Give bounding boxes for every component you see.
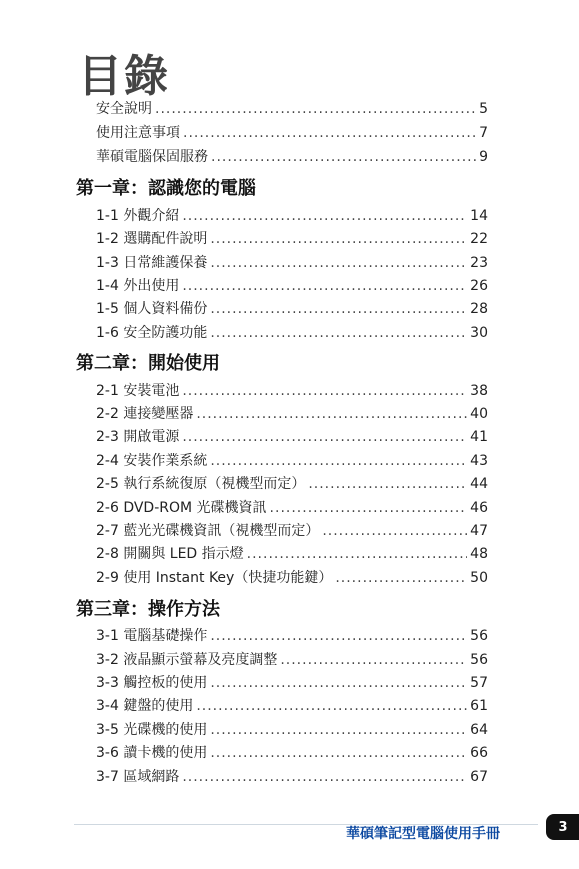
leader-dots: [182, 208, 467, 224]
leader-dots: [247, 546, 468, 562]
toc-entry-label: 2-5 執行系統復原（視機型而定）: [96, 476, 306, 492]
toc-entry[interactable]: [96, 520, 488, 542]
toc-entry-label: 1-5 個人資料備份: [96, 301, 208, 317]
toc-entry-page: 22: [470, 231, 488, 247]
toc-entry-label: 3-7 區域網路: [96, 769, 180, 785]
toc-entry-page: 40: [470, 406, 488, 422]
toc-entry[interactable]: [96, 766, 488, 788]
toc-entry[interactable]: [96, 146, 488, 168]
toc-entry-page: 38: [470, 383, 488, 399]
toc-entry[interactable]: [96, 98, 488, 120]
toc-entry[interactable]: [96, 672, 488, 694]
leader-dots: [280, 652, 467, 668]
toc-entry[interactable]: [96, 275, 488, 297]
toc-entry-label: 2-9 使用 Instant Key（快捷功能鍵）: [96, 570, 333, 586]
toc-entry-label: 安全說明: [96, 101, 152, 117]
leader-dots: [210, 301, 467, 317]
toc-entry-label: 3-4 鍵盤的使用: [96, 698, 194, 714]
toc-entry[interactable]: [96, 380, 488, 402]
leader-dots: [182, 278, 467, 294]
toc-entry-label: 2-7 藍光光碟機資訊（視機型而定）: [96, 523, 320, 539]
leader-dots: [335, 570, 467, 586]
toc-entry[interactable]: [96, 567, 488, 589]
toc-entry-page: 14: [470, 208, 488, 224]
leader-dots: [210, 628, 467, 644]
toc-entry[interactable]: [96, 122, 488, 144]
leader-dots: [210, 255, 467, 271]
toc-entry-page: 9: [479, 149, 488, 165]
leader-dots: [210, 675, 467, 691]
leader-dots: [308, 476, 467, 492]
leader-dots: [183, 125, 476, 141]
toc-entry-label: 3-1 電腦基礎操作: [96, 628, 208, 644]
toc-entry-label: 1-1 外觀介紹: [96, 208, 180, 224]
toc-entry-page: 7: [479, 125, 488, 141]
page-number-badge: 3: [546, 814, 579, 840]
footer-manual-title: 華碩筆記型電腦使用手冊: [346, 826, 500, 842]
toc-entry-page: 41: [470, 429, 488, 445]
toc-entry[interactable]: [96, 649, 488, 671]
toc-entry-label: 3-2 液晶顯示螢幕及亮度調整: [96, 652, 278, 668]
toc-entry-label: 2-4 安裝作業系統: [96, 453, 208, 469]
toc-entry[interactable]: [96, 298, 488, 320]
toc-entry-page: 23: [470, 255, 488, 271]
toc-entry-page: 28: [470, 301, 488, 317]
leader-dots: [196, 406, 467, 422]
toc-entry-page: 67: [470, 769, 488, 785]
toc-entry[interactable]: [96, 625, 488, 647]
toc-entry-label: 2-3 開啟電源: [96, 429, 180, 445]
toc-entry-page: 43: [470, 453, 488, 469]
toc-entry-label: 2-2 連接變壓器: [96, 406, 194, 422]
toc-entry-page: 50: [470, 570, 488, 586]
toc-entry-page: 30: [470, 325, 488, 341]
toc-entry-page: 44: [470, 476, 488, 492]
toc-entry[interactable]: [96, 403, 488, 425]
toc-entry-page: 66: [470, 745, 488, 761]
toc-entry[interactable]: [96, 205, 488, 227]
chapter-heading: 第二章：開始使用: [76, 353, 220, 374]
leader-dots: [210, 231, 467, 247]
toc-entry-label: 1-3 日常維護保養: [96, 255, 208, 271]
toc-entry-page: 48: [470, 546, 488, 562]
toc-entry[interactable]: [96, 228, 488, 250]
leader-dots: [210, 722, 467, 738]
leader-dots: [210, 745, 467, 761]
toc-entry[interactable]: [96, 497, 488, 519]
toc-entry-page: 56: [470, 628, 488, 644]
toc-entry[interactable]: [96, 742, 488, 764]
leader-dots: [182, 769, 467, 785]
toc-entry[interactable]: [96, 426, 488, 448]
toc-entry-page: 61: [470, 698, 488, 714]
toc-entry-label: 1-4 外出使用: [96, 278, 180, 294]
toc-entry-label: 2-6 DVD-ROM 光碟機資訊: [96, 500, 267, 516]
leader-dots: [211, 149, 476, 165]
leader-dots: [210, 325, 467, 341]
toc-entry-label: 2-8 開關與 LED 指示燈: [96, 546, 244, 562]
toc-entry-label: 使用注意事項: [96, 125, 180, 141]
leader-dots: [155, 101, 476, 117]
toc-entry-page: 57: [470, 675, 488, 691]
leader-dots: [182, 383, 467, 399]
toc-entry-label: 3-6 讀卡機的使用: [96, 745, 208, 761]
toc-entry[interactable]: [96, 719, 488, 741]
toc-entry-label: 3-3 觸控板的使用: [96, 675, 208, 691]
leader-dots: [210, 453, 467, 469]
toc-entry-label: 3-5 光碟機的使用: [96, 722, 208, 738]
toc-entry-page: 47: [470, 523, 488, 539]
toc-entry[interactable]: [96, 322, 488, 344]
toc-entry-label: 2-1 安裝電池: [96, 383, 180, 399]
toc-entry[interactable]: [96, 473, 488, 495]
leader-dots: [270, 500, 468, 516]
leader-dots: [182, 429, 467, 445]
toc-entry-label: 1-2 選購配件說明: [96, 231, 208, 247]
toc-entry[interactable]: [96, 252, 488, 274]
toc-entry-label: 1-6 安全防護功能: [96, 325, 208, 341]
leader-dots: [322, 523, 467, 539]
chapter-heading: 第三章：操作方法: [76, 599, 220, 620]
toc-entry-label: 華碩電腦保固服務: [96, 149, 208, 165]
toc-entry-page: 64: [470, 722, 488, 738]
toc-entry-page: 56: [470, 652, 488, 668]
leader-dots: [196, 698, 467, 714]
toc-entry[interactable]: [96, 695, 488, 717]
page-title: 目錄: [78, 51, 170, 102]
toc-entry-page: 46: [470, 500, 488, 516]
toc-entry-page: 26: [470, 278, 488, 294]
toc-entry-page: 5: [479, 101, 488, 117]
toc-entry[interactable]: [96, 450, 488, 472]
toc-entry[interactable]: [96, 543, 488, 565]
chapter-heading: 第一章：認識您的電腦: [76, 178, 256, 199]
